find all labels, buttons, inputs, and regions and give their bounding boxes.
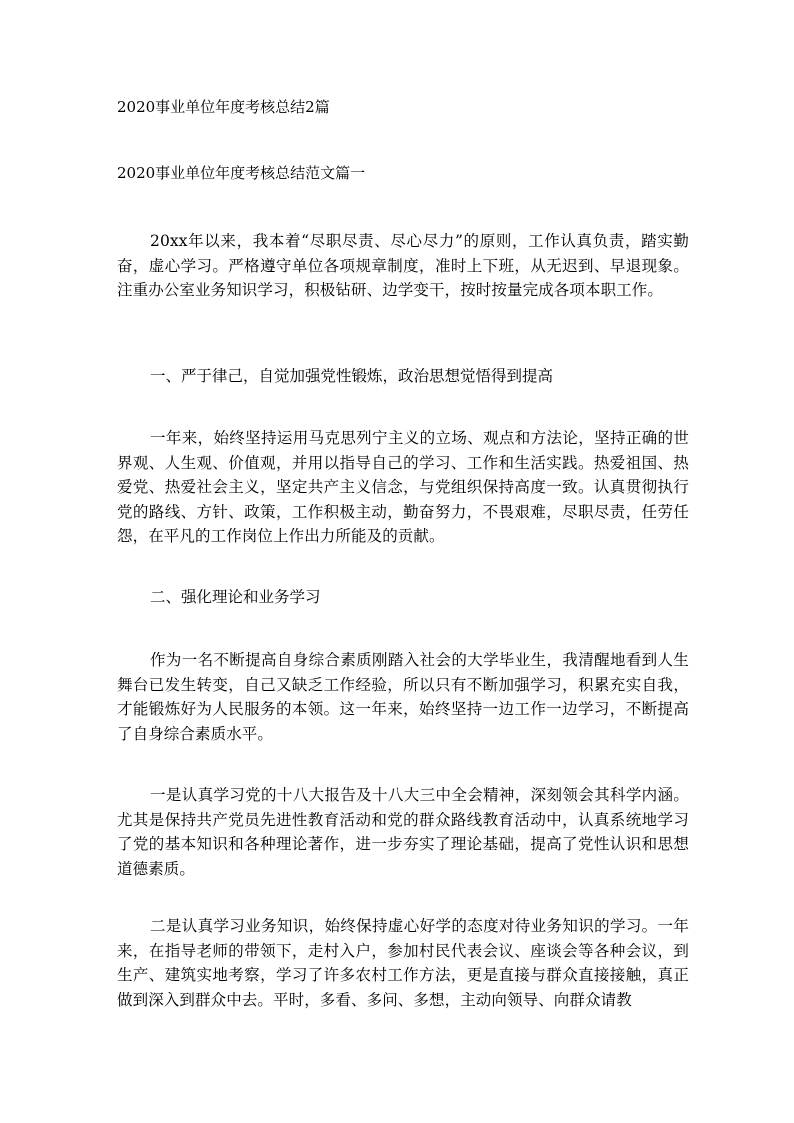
section-1-paragraph: 一年来，始终坚持运用马克思列宁主义的立场、观点和方法论，坚持正确的世界观、人生观、价值观，并用以指导自己的学习、工作和生活实践。热爱祖国、热爱党、热爱社会主义，坚定共产主义信念，与党组织保持高度一致。认真贯彻执行党的路线、方针、政策，工作积极主动，勤奋努力，不畏艰难，尽职尽责，任劳任怨，在平凡的工作岗位上作出力所能及的贡献。 [117,429,689,545]
section-2-paragraph: 作为一名不断提高自身综合素质刚踏入社会的大学毕业生，我清醒地看到人生舞台已发生转变，自己又缺乏工作经验，所以只有不断加强学习，积累充实自我，才能锻炼好为人民服务的本领。这一年来，始终坚持一边工作一边学习，不断提高了自身综合素质水平。 [117,651,689,743]
document-title: 2020事业单位年度考核总结2篇 [117,98,330,116]
section-2-heading: 二、强化理论和业务学习 [150,588,321,606]
section-1-heading: 一、严于律己，自觉加强党性锻炼，政治思想觉悟得到提高 [150,367,554,385]
intro-paragraph: 20xx年以来，我本着“尽职尽责、尽心尽力”的原则，工作认真负责，踏实勤奋，虚心学习。严格遵守单位各项规章制度，准时上下班，从无迟到、早退现象。注重办公室业务知识学习，积极钻研、边学变干，按时按量完成各项本职工作。 [117,232,689,299]
document-subtitle: 2020事业单位年度考核总结范文篇一 [117,164,366,182]
point-1-paragraph: 一是认真学习党的十八大报告及十八大三中全会精神，深刻领会其科学内涵。尤其是保持共产党员先进性教育活动和党的群众路线教育活动中，认真系统地学习了党的基本知识和各种理论著作，进一步夯实了理论基础，提高了党性认识和思想道德素质。 [117,786,689,878]
point-2-paragraph: 二是认真学习业务知识，始终保持虚心好学的态度对待业务知识的学习。一年来，在指导老师的带领下，走村入户，参加村民代表会议、座谈会等各种会议，到生产、建筑实地考察，学习了许多农村工作方法，更是直接与群众直接接触，真正做到深入到群众中去。平时，多看、多问、多想，主动向领导、向群众请教 [117,917,689,1009]
